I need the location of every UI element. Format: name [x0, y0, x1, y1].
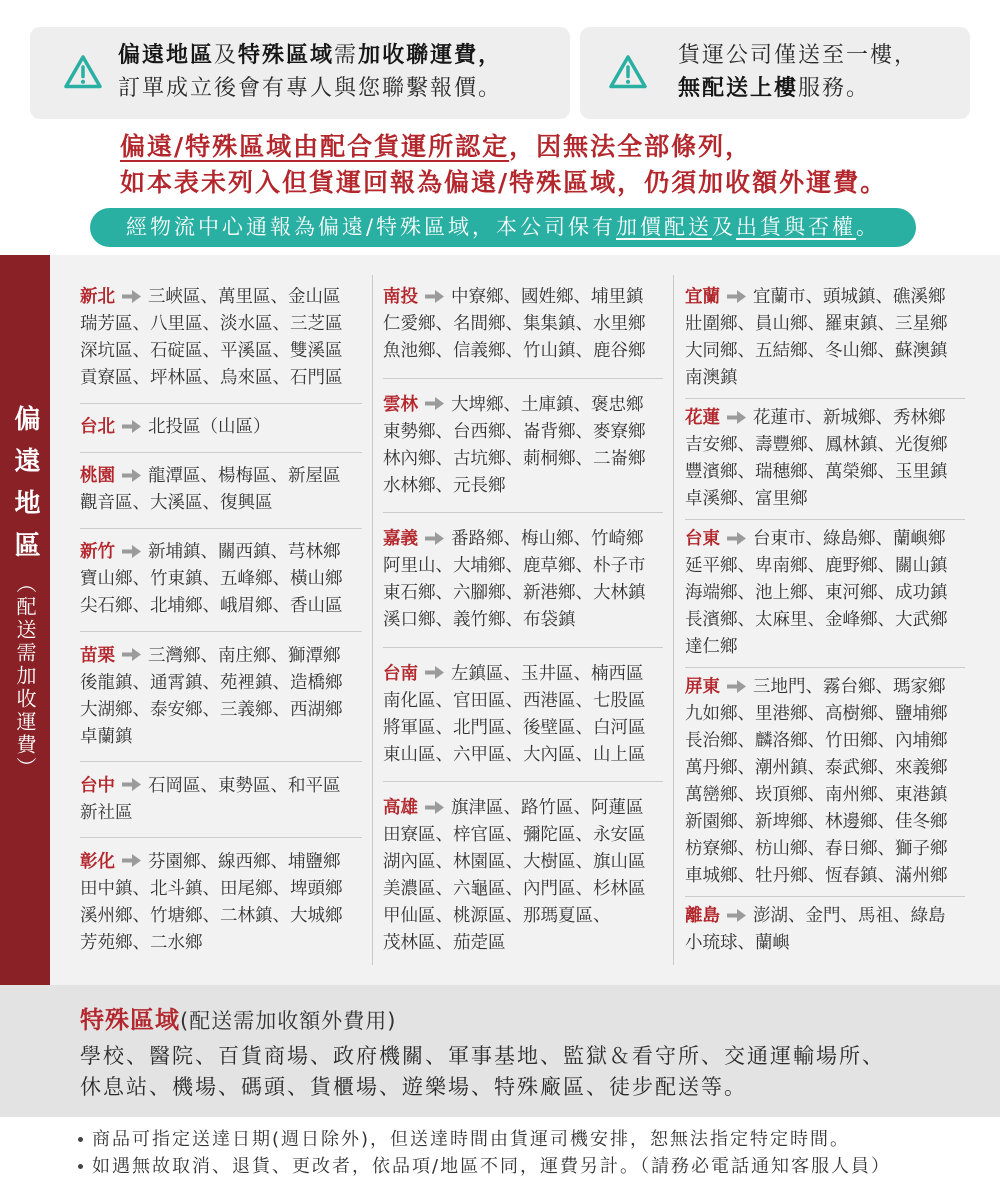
- district-list: 三峽區、萬里區、金山區: [148, 287, 341, 307]
- region-line: [383, 876, 663, 903]
- county-group: [685, 903, 965, 957]
- county-group: [383, 661, 663, 769]
- notice-line: [118, 39, 502, 72]
- region-line: [685, 903, 965, 930]
- region-line: [80, 670, 362, 697]
- region-line: [383, 284, 663, 311]
- district-list: 石岡區、東勢區、和平區: [148, 775, 341, 796]
- district-list: 將軍區、北門區、後壁區、白河區: [383, 717, 646, 738]
- banner-text-segment: 。: [856, 215, 881, 239]
- bullet-icon: [78, 1137, 83, 1142]
- region-line: [383, 311, 663, 338]
- arrow-right-icon: [122, 778, 141, 791]
- region-line: [685, 459, 965, 486]
- district-list: 寶山鄉、竹東鎮、五峰鄉、橫山鄉: [80, 569, 343, 590]
- special-areas-heading: [80, 1002, 396, 1041]
- region-line: [80, 539, 362, 566]
- group-divider: [383, 647, 663, 648]
- group-divider: [685, 398, 965, 399]
- region-line: [80, 903, 362, 930]
- arrow-right-icon: [122, 420, 141, 433]
- district-list: 新埔鎮、關西鎮、芎林鄉: [148, 542, 341, 563]
- district-list: 卓溪鄉、富里鄉: [685, 489, 808, 509]
- group-divider: [80, 761, 362, 762]
- region-line: [685, 405, 965, 432]
- region-line: [383, 526, 663, 553]
- arrow-right-icon: [122, 648, 141, 661]
- district-list: 芳苑鄉、二水鄉: [80, 932, 203, 953]
- district-list: 花蓮市、新城鄉、秀林鄉: [753, 408, 946, 428]
- district-list: 大同鄉、五結鄉、冬山鄉、蘇澳鎮: [685, 341, 948, 361]
- column-divider: [372, 275, 373, 965]
- group-divider: [80, 403, 362, 404]
- county-label: 南投: [383, 287, 418, 307]
- county-label: 雲林: [383, 394, 418, 415]
- notice-line: [678, 72, 918, 105]
- region-line: [685, 674, 965, 701]
- region-line: [80, 463, 362, 490]
- district-list: 甲仙區、桃源區、那瑪夏區、: [383, 906, 611, 926]
- underlined-text: 偏遠/特殊區域由配合貨運所認定: [120, 132, 510, 161]
- county-label: 台中: [80, 775, 115, 796]
- special-areas-title: 特殊區域: [80, 1006, 180, 1034]
- district-list: 北投區（山區）: [148, 417, 271, 438]
- county-label: 花蓮: [685, 408, 720, 428]
- district-list: 新社區: [80, 802, 133, 823]
- arrow-right-icon: [727, 909, 746, 922]
- region-line: [383, 795, 663, 822]
- notice-text-segment: 服務。: [798, 76, 871, 101]
- region-line: [383, 392, 663, 419]
- disclaimer-line: [120, 129, 887, 165]
- group-divider: [685, 519, 965, 520]
- county-label: 屏東: [685, 677, 720, 697]
- district-list: 左鎮區、玉井區、楠西區: [451, 663, 644, 684]
- district-list: 小琉球、蘭嶼: [685, 933, 790, 953]
- emphasis-text: 特殊區域: [238, 43, 335, 68]
- district-list: 三地門、霧台鄉、瑪家鄉: [753, 677, 946, 697]
- arrow-right-icon: [122, 545, 141, 558]
- region-line: [383, 473, 663, 500]
- district-list: 台東市、綠島鄉、蘭嶼鄉: [753, 529, 946, 549]
- district-list: 瑞芳區、八里區、淡水區、三芝區: [80, 314, 343, 334]
- district-list: 茂林區、茄萣區: [383, 933, 506, 953]
- disclaimer-line: 如本表未列入但貨運回報為偏遠/特殊區域，仍須加收額外運費。: [120, 168, 888, 197]
- group-divider: [685, 896, 965, 897]
- region-line: [685, 553, 965, 580]
- county-label: 離島: [685, 906, 720, 926]
- ground-floor-notice: [580, 27, 970, 119]
- county-group: [383, 392, 663, 500]
- district-list: 澎湖、金門、馬祖、綠島: [753, 906, 946, 926]
- county-group: [685, 674, 965, 890]
- region-line: [685, 607, 965, 634]
- remote-fee-notice: [30, 27, 570, 119]
- group-divider: [383, 512, 663, 513]
- notice-line: 訂單成立後會有專人與您聯繫報價。: [118, 76, 503, 101]
- arrow-right-icon: [727, 532, 746, 545]
- county-group: [685, 284, 965, 392]
- county-label: 新竹: [80, 542, 115, 563]
- district-list: 枋寮鄉、枋山鄉、春日鄉、獅子鄉: [685, 839, 948, 859]
- county-group: [80, 463, 362, 517]
- region-line: [383, 553, 663, 580]
- shipping-notes: [78, 1126, 891, 1180]
- district-list: 南澳鎮: [685, 368, 738, 388]
- county-label: 台東: [685, 529, 720, 549]
- notice-text-segment: 需: [334, 43, 359, 68]
- county-label: 苗栗: [80, 645, 115, 666]
- group-divider: [80, 452, 362, 453]
- county-label: 彰化: [80, 851, 115, 872]
- county-group: [383, 284, 663, 365]
- district-list: 貢寮區、坪林區、烏來區、石門區: [80, 368, 343, 388]
- arrow-right-icon: [122, 469, 141, 482]
- region-line: [685, 863, 965, 890]
- region-line: [685, 930, 965, 957]
- note-text: 商品可指定送達日期(週日除外)，但送達時間由貨運司機安排，恕無法指定特定時間。: [92, 1129, 851, 1150]
- region-line: [685, 728, 965, 755]
- district-list: 旗津區、路竹區、阿蓮區: [451, 798, 644, 818]
- group-divider: [383, 378, 663, 379]
- group-divider: [685, 667, 965, 668]
- district-list: 溪口鄉、義竹鄉、布袋鎮: [383, 610, 576, 630]
- county-group: [80, 773, 362, 827]
- district-list: 壯圍鄉、員山鄉、羅東鎮、三星鄉: [685, 314, 948, 334]
- region-line: [80, 724, 362, 751]
- district-list: 南化區、官田區、西港區、七股區: [383, 690, 646, 711]
- region-line: [685, 701, 965, 728]
- special-areas-note: (配送需加收額外費用): [180, 1009, 397, 1033]
- arrow-right-icon: [425, 801, 444, 814]
- district-list: 仁愛鄉、名間鄉、集集鎮、水里鄉: [383, 314, 646, 334]
- region-line: [80, 284, 362, 311]
- banner-text-segment: 及: [712, 215, 737, 239]
- district-list: 延平鄉、卑南鄉、鹿野鄉、關山鎮: [685, 556, 948, 576]
- district-list: 三灣鄉、南庄鄉、獅潭鄉: [148, 645, 341, 666]
- district-list: 大埤鄉、土庫鎮、褒忠鄉: [451, 394, 644, 415]
- district-list: 溪州鄉、竹塘鄉、二林鎮、大城鄉: [80, 905, 343, 926]
- warning-icon: [63, 54, 103, 90]
- district-list: 田中鎮、北斗鎮、田尾鄉、埤頭鄉: [80, 878, 343, 899]
- district-list: 田寮區、梓官區、彌陀區、永安區: [383, 825, 646, 845]
- arrow-right-icon: [425, 666, 444, 679]
- region-line: [80, 800, 362, 827]
- remote-areas-title: 偏遠地區: [10, 405, 40, 573]
- county-group: [80, 284, 362, 392]
- district-list: 深坑區、石碇區、平溪區、雙溪區: [80, 341, 343, 361]
- district-list: 卓蘭鎮: [80, 726, 133, 747]
- region-line: [80, 490, 362, 517]
- district-list: 達仁鄉: [685, 637, 738, 657]
- underlined-text: 加價配送: [616, 215, 713, 239]
- region-line: [383, 688, 663, 715]
- region-line: [80, 930, 362, 957]
- region-line: [685, 634, 965, 661]
- district-list: 魚池鄉、信義鄉、竹山鎮、鹿谷鄉: [383, 341, 646, 361]
- region-line: [685, 809, 965, 836]
- region-line: [685, 782, 965, 809]
- region-line: [685, 432, 965, 459]
- region-line: [383, 930, 663, 957]
- notice-line: 貨運公司僅送至一樓，: [678, 43, 919, 68]
- region-line: [383, 580, 663, 607]
- county-label: 高雄: [383, 798, 418, 818]
- county-label: 嘉義: [383, 529, 418, 549]
- district-list: 林內鄉、古坑鄉、莿桐鄉、二崙鄉: [383, 448, 646, 469]
- district-list: 吉安鄉、壽豐鄉、鳳林鎮、光復鄉: [685, 435, 948, 455]
- note-item: [78, 1153, 891, 1180]
- region-column-south: [383, 284, 663, 957]
- region-line: [383, 822, 663, 849]
- region-line: [383, 607, 663, 634]
- emphasis-text: 加收聯運費，: [358, 43, 503, 68]
- arrow-right-icon: [425, 290, 444, 303]
- disclaimer: [120, 129, 887, 201]
- remote-areas-note: （配送需加收運費）: [13, 573, 37, 780]
- district-list: 車城鄉、牡丹鄉、恆春鎮、滿州鄉: [685, 866, 948, 886]
- warning-icon: [608, 54, 648, 90]
- region-line: [80, 338, 362, 365]
- county-label: 宜蘭: [685, 287, 720, 307]
- arrow-right-icon: [727, 411, 746, 424]
- county-label: 台南: [383, 663, 418, 684]
- region-line: [80, 849, 362, 876]
- region-line: [383, 661, 663, 688]
- county-label: 桃園: [80, 466, 115, 487]
- region-line: [685, 486, 965, 513]
- region-line: [685, 284, 965, 311]
- region-line: [80, 773, 362, 800]
- district-list: 東山區、六甲區、大內區、山上區: [383, 744, 646, 765]
- district-list: 湖內區、林園區、大樹區、旗山區: [383, 852, 646, 872]
- special-areas-line: 休息站、機場、碼頭、貨櫃場、遊樂場、特殊廠區、徒步配送等。: [80, 1075, 747, 1099]
- arrow-right-icon: [425, 532, 444, 545]
- arrow-right-icon: [122, 290, 141, 303]
- region-line: [80, 876, 362, 903]
- note-text: 如遇無故取消、退貨、更改者，依品項/地區不同，運費另計。（請務必電話通知客服人員）: [92, 1156, 892, 1177]
- region-column-east: [685, 284, 965, 957]
- region-line: [685, 311, 965, 338]
- region-line: [80, 414, 362, 441]
- group-divider: [80, 528, 362, 529]
- logistics-banner: [90, 208, 916, 247]
- region-line: [80, 593, 362, 620]
- remote-areas-sidebar: [0, 255, 50, 985]
- region-line: [383, 419, 663, 446]
- district-list: 海端鄉、池上鄉、東河鄉、成功鎮: [685, 583, 948, 603]
- region-line: [383, 715, 663, 742]
- county-label: 新北: [80, 287, 115, 307]
- region-line: [685, 526, 965, 553]
- district-list: 東石鄉、六腳鄉、新港鄉、大林鎮: [383, 583, 646, 603]
- district-list: 宜蘭市、頭城鎮、礁溪鄉: [753, 287, 946, 307]
- bullet-icon: [78, 1164, 83, 1169]
- region-line: [383, 338, 663, 365]
- region-line: [80, 311, 362, 338]
- district-list: 豐濱鄉、瑞穗鄉、萬榮鄉、玉里鎮: [685, 462, 948, 482]
- district-list: 東勢鄉、台西鄉、崙背鄉、麥寮鄉: [383, 421, 646, 442]
- district-list: 九如鄉、里港鄉、高樹鄉、鹽埔鄉: [685, 704, 948, 724]
- region-line: [685, 580, 965, 607]
- region-column-north: [80, 284, 362, 957]
- district-list: 觀音區、大溪區、復興區: [80, 493, 273, 514]
- region-line: [80, 566, 362, 593]
- notice-text-segment: 及: [214, 43, 239, 68]
- county-group: [685, 526, 965, 661]
- county-group: [80, 643, 362, 751]
- district-list: 中寮鄉、國姓鄉、埔里鎮: [451, 287, 644, 307]
- arrow-right-icon: [122, 854, 141, 867]
- arrow-right-icon: [727, 290, 746, 303]
- region-line: [383, 742, 663, 769]
- district-list: 番路鄉、梅山鄉、竹崎鄉: [451, 529, 644, 549]
- district-list: 萬巒鄉、崁頂鄉、南州鄉、東港鎮: [685, 785, 948, 805]
- district-list: 後龍鎮、通霄鎮、苑裡鎮、造橋鄉: [80, 672, 343, 693]
- county-group: [383, 795, 663, 957]
- county-group: [383, 526, 663, 634]
- district-list: 水林鄉、元長鄉: [383, 475, 506, 496]
- district-list: 尖石鄉、北埔鄉、峨眉鄉、香山區: [80, 596, 343, 617]
- county-group: [685, 405, 965, 513]
- special-areas-line: 學校、醫院、百貨商場、政府機關、軍事基地、監獄＆看守所、交通運輸場所、: [80, 1044, 885, 1068]
- county-label: 台北: [80, 417, 115, 438]
- region-line: [80, 697, 362, 724]
- district-list: 芬園鄉、線西鄉、埔鹽鄉: [148, 851, 341, 872]
- banner-text-segment: 經物流中心通報為偏遠/特殊區域，本公司保有: [125, 215, 617, 239]
- remote-areas-panel: [0, 255, 1000, 985]
- region-line: [383, 849, 663, 876]
- region-line: [685, 836, 965, 863]
- district-list: 萬丹鄉、潮州鎮、泰武鄉、來義鄉: [685, 758, 948, 778]
- region-line: [685, 755, 965, 782]
- special-areas-list: [80, 1041, 885, 1103]
- arrow-right-icon: [425, 397, 444, 410]
- region-line: [80, 365, 362, 392]
- county-group: [80, 414, 362, 441]
- district-list: 龍潭區、楊梅區、新屋區: [148, 466, 341, 487]
- district-list: 新園鄉、新埤鄉、林邊鄉、佳冬鄉: [685, 812, 948, 832]
- region-line: [383, 446, 663, 473]
- district-list: 長濱鄉、太麻里、金峰鄉、大武鄉: [685, 610, 948, 630]
- emphasis-text: 無配送上樓: [678, 76, 799, 101]
- group-divider: [383, 781, 663, 782]
- county-group: [80, 539, 362, 620]
- emphasis-text: 偏遠地區: [118, 43, 215, 68]
- note-item: [78, 1126, 891, 1153]
- group-divider: [80, 631, 362, 632]
- underlined-text: 出貨與否權: [736, 215, 857, 239]
- column-divider: [673, 275, 674, 965]
- special-areas-panel: [0, 985, 1000, 1117]
- region-line: [685, 338, 965, 365]
- group-divider: [80, 837, 362, 838]
- district-list: 阿里山、大埔鄉、鹿草鄉、朴子市: [383, 556, 646, 576]
- disclaimer-text-segment: ，因無法全部條列，: [509, 132, 753, 161]
- region-line: [685, 365, 965, 392]
- district-list: 美濃區、六龜區、內門區、杉林區: [383, 879, 646, 899]
- region-line: [80, 643, 362, 670]
- remote-fee-notice-text: [118, 39, 502, 105]
- district-list: 大湖鄉、泰安鄉、三義鄉、西湖鄉: [80, 699, 343, 720]
- ground-floor-notice-text: [678, 39, 918, 105]
- county-group: [80, 849, 362, 957]
- district-list: 長治鄉、麟洛鄉、竹田鄉、內埔鄉: [685, 731, 948, 751]
- arrow-right-icon: [727, 680, 746, 693]
- region-line: [383, 903, 663, 930]
